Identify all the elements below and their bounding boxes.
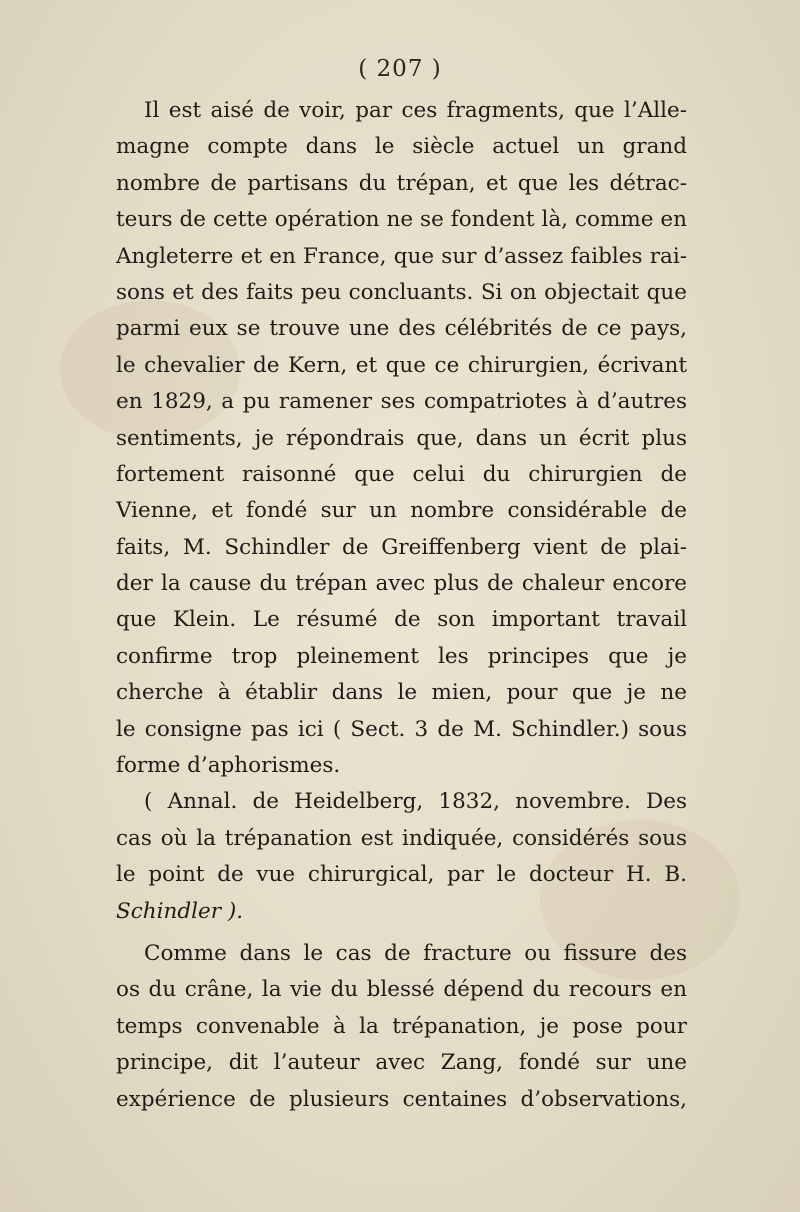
text-line: temps convenable à la trépanation, je pose pour <box>116 1013 687 1039</box>
text-line: en 1829, a pu ramener ses compatriotes à d’autres <box>116 389 687 415</box>
text-line: principe, dit l’auteur avec Zang, fondé sur une <box>116 1050 687 1076</box>
text-line: faits, M. Schindler de Greiffenberg vient de plai- <box>116 534 687 560</box>
text-line: os du crâne, la vie du blessé dépend du recours en <box>116 977 687 1003</box>
text-line: ( Annal. de Heidelberg, 1832, novembre. Des <box>144 789 687 815</box>
text-line: fortement raisonné que celui du chirurgien de <box>116 461 687 487</box>
text-line: sentiments, je répondrais que, dans un écrit plus <box>116 425 687 451</box>
text-line: Comme dans le cas de fracture ou fissure des <box>144 940 687 966</box>
text-line: le consigne pas ici ( Sect. 3 de M. Schindler.) sous <box>116 716 687 742</box>
text-line: que Klein. Le résumé de son important travail <box>116 607 687 633</box>
text-line: magne compte dans le siècle actuel un grand <box>116 134 687 160</box>
text-line: cherche à établir dans le mien, pour que je ne <box>116 680 687 706</box>
text-line: le chevalier de Kern, et que ce chirurgien, écrivant <box>116 352 687 378</box>
text-line: Vienne, et fondé sur un nombre considérable de <box>116 498 687 524</box>
text-line: confirme trop pleinement les principes que je <box>116 643 687 669</box>
text-line: der la cause du trépan avec plus de chaleur encore <box>116 571 687 597</box>
text-line: nombre de partisans du trépan, et que les détrac- <box>116 170 687 196</box>
text-line: expérience de plusieurs centaines d’observations, <box>116 1086 687 1112</box>
text-line: parmi eux se trouve une des célébrités de ce pays, <box>116 316 687 342</box>
text-line: forme d’aphorismes. <box>116 753 341 779</box>
text-line: Il est aisé de voir, par ces fragments, que l’Alle- <box>144 98 687 123</box>
text-line: teurs de cette opération ne se fondent là, comme en <box>116 207 687 233</box>
text-line: sons et des faits peu concluants. Si on objectait que <box>116 279 687 305</box>
text-line: Schindler ). <box>116 898 244 924</box>
text-line: cas où la trépanation est indiquée, considérés sous <box>116 825 687 851</box>
text-line: le point de vue chirurgical, par le docteur H. B. <box>116 862 687 888</box>
text-line: Angleterre et en France, que sur d’assez faibles rai- <box>116 243 687 269</box>
page-number: ( 207 ) <box>358 56 442 82</box>
body-text <box>116 93 687 1118</box>
